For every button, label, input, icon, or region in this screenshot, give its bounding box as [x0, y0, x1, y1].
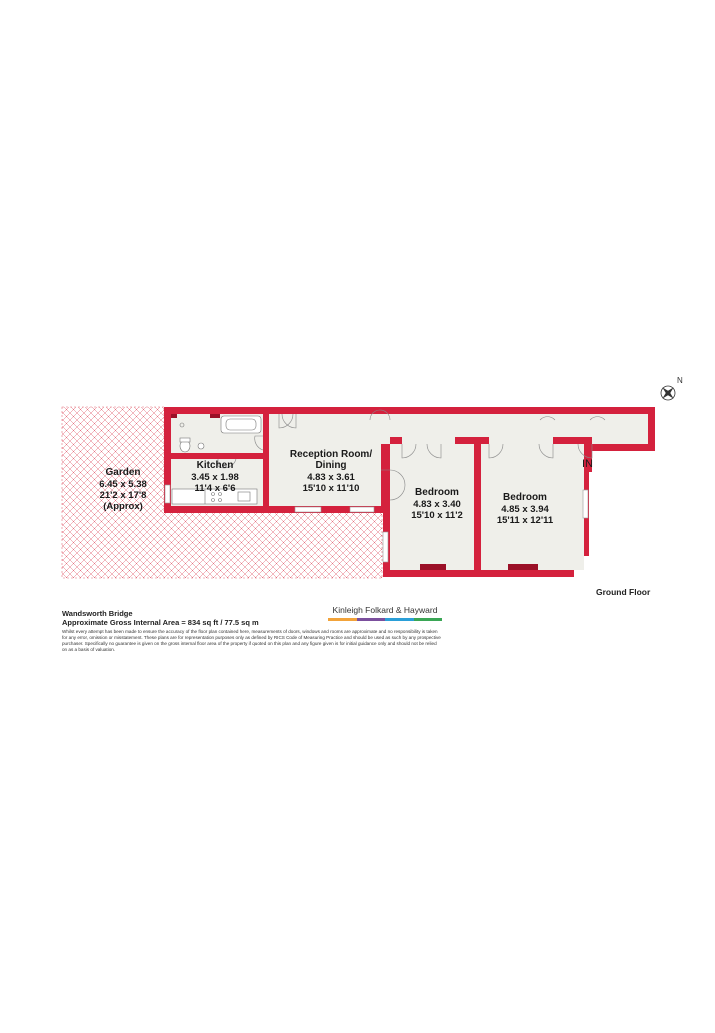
- reception-dim-imperial: 15'10 x 11'10: [302, 483, 360, 494]
- bedroom2-label: [497, 492, 554, 526]
- brand-bar-segment: [385, 618, 414, 621]
- bedroom2-name: Bedroom: [503, 492, 547, 503]
- garden-note: (Approx): [103, 501, 143, 512]
- bedroom2-dim-metric: 4.85 x 3.94: [501, 504, 549, 515]
- bedroom1-dim-metric: 4.83 x 3.40: [413, 499, 461, 510]
- garden-name: Garden: [105, 467, 141, 478]
- reception-dim-metric: 4.83 x 3.61: [307, 472, 355, 483]
- bathtub: [221, 416, 261, 433]
- brand-color-bar: [328, 618, 442, 621]
- basin: [198, 443, 204, 449]
- brand-bar-segment: [414, 618, 443, 621]
- floor-name: Ground Floor: [596, 587, 651, 597]
- kitchen-dim-metric: 3.45 x 1.98: [191, 472, 239, 483]
- compass-icon: [657, 382, 680, 405]
- bedroom1-dim-imperial: 15'10 x 11'2: [411, 510, 463, 521]
- kitchen-name: Kitchen: [196, 460, 234, 471]
- brand-logo: [328, 605, 442, 621]
- bedroom1-name: Bedroom: [415, 487, 459, 498]
- bedroom1-label: [411, 487, 463, 521]
- brand-bar-segment: [328, 618, 357, 621]
- garden-label: [99, 467, 147, 512]
- address: Wandsworth Bridge: [62, 609, 133, 618]
- compass-label: N: [677, 376, 683, 385]
- reception-name-line1: Reception Room/: [289, 449, 373, 460]
- gross-area: Approximate Gross Internal Area = 834 sq ft / 77.5 sq m: [62, 618, 259, 627]
- entrance-label: IN: [582, 458, 593, 470]
- garden-dim-metric: 6.45 x 5.38: [99, 479, 147, 490]
- kitchen-label: [191, 460, 239, 494]
- garden-dim-imperial: 21'2 x 17'8: [99, 490, 147, 501]
- brand-name: Kinleigh Folkard & Hayward: [332, 605, 438, 615]
- kitchen-dim-imperial: 11'4 x 6'6: [194, 483, 236, 494]
- reception-name-line2: Dining: [315, 460, 347, 471]
- disclaimer: Whilst every attempt has been made to ensure the accuracy of the floor plan contained here, measurements of doors, windows and rooms are approximate and no responsibility is taken for any error, omission or misstatement. These plans are for representation purposes only as defined by RICS Code of Measuring Practice and should be used as such by any prospective purchaser. Specifically no guarantee is given on the gross internal floor area of the property if quoted on this plan and any figure given is for initial guidance only and should not be relied on as a basis of valuation.: [62, 629, 441, 652]
- brand-bar-segment: [357, 618, 386, 621]
- bedroom2-dim-imperial: 15'11 x 12'11: [496, 515, 554, 526]
